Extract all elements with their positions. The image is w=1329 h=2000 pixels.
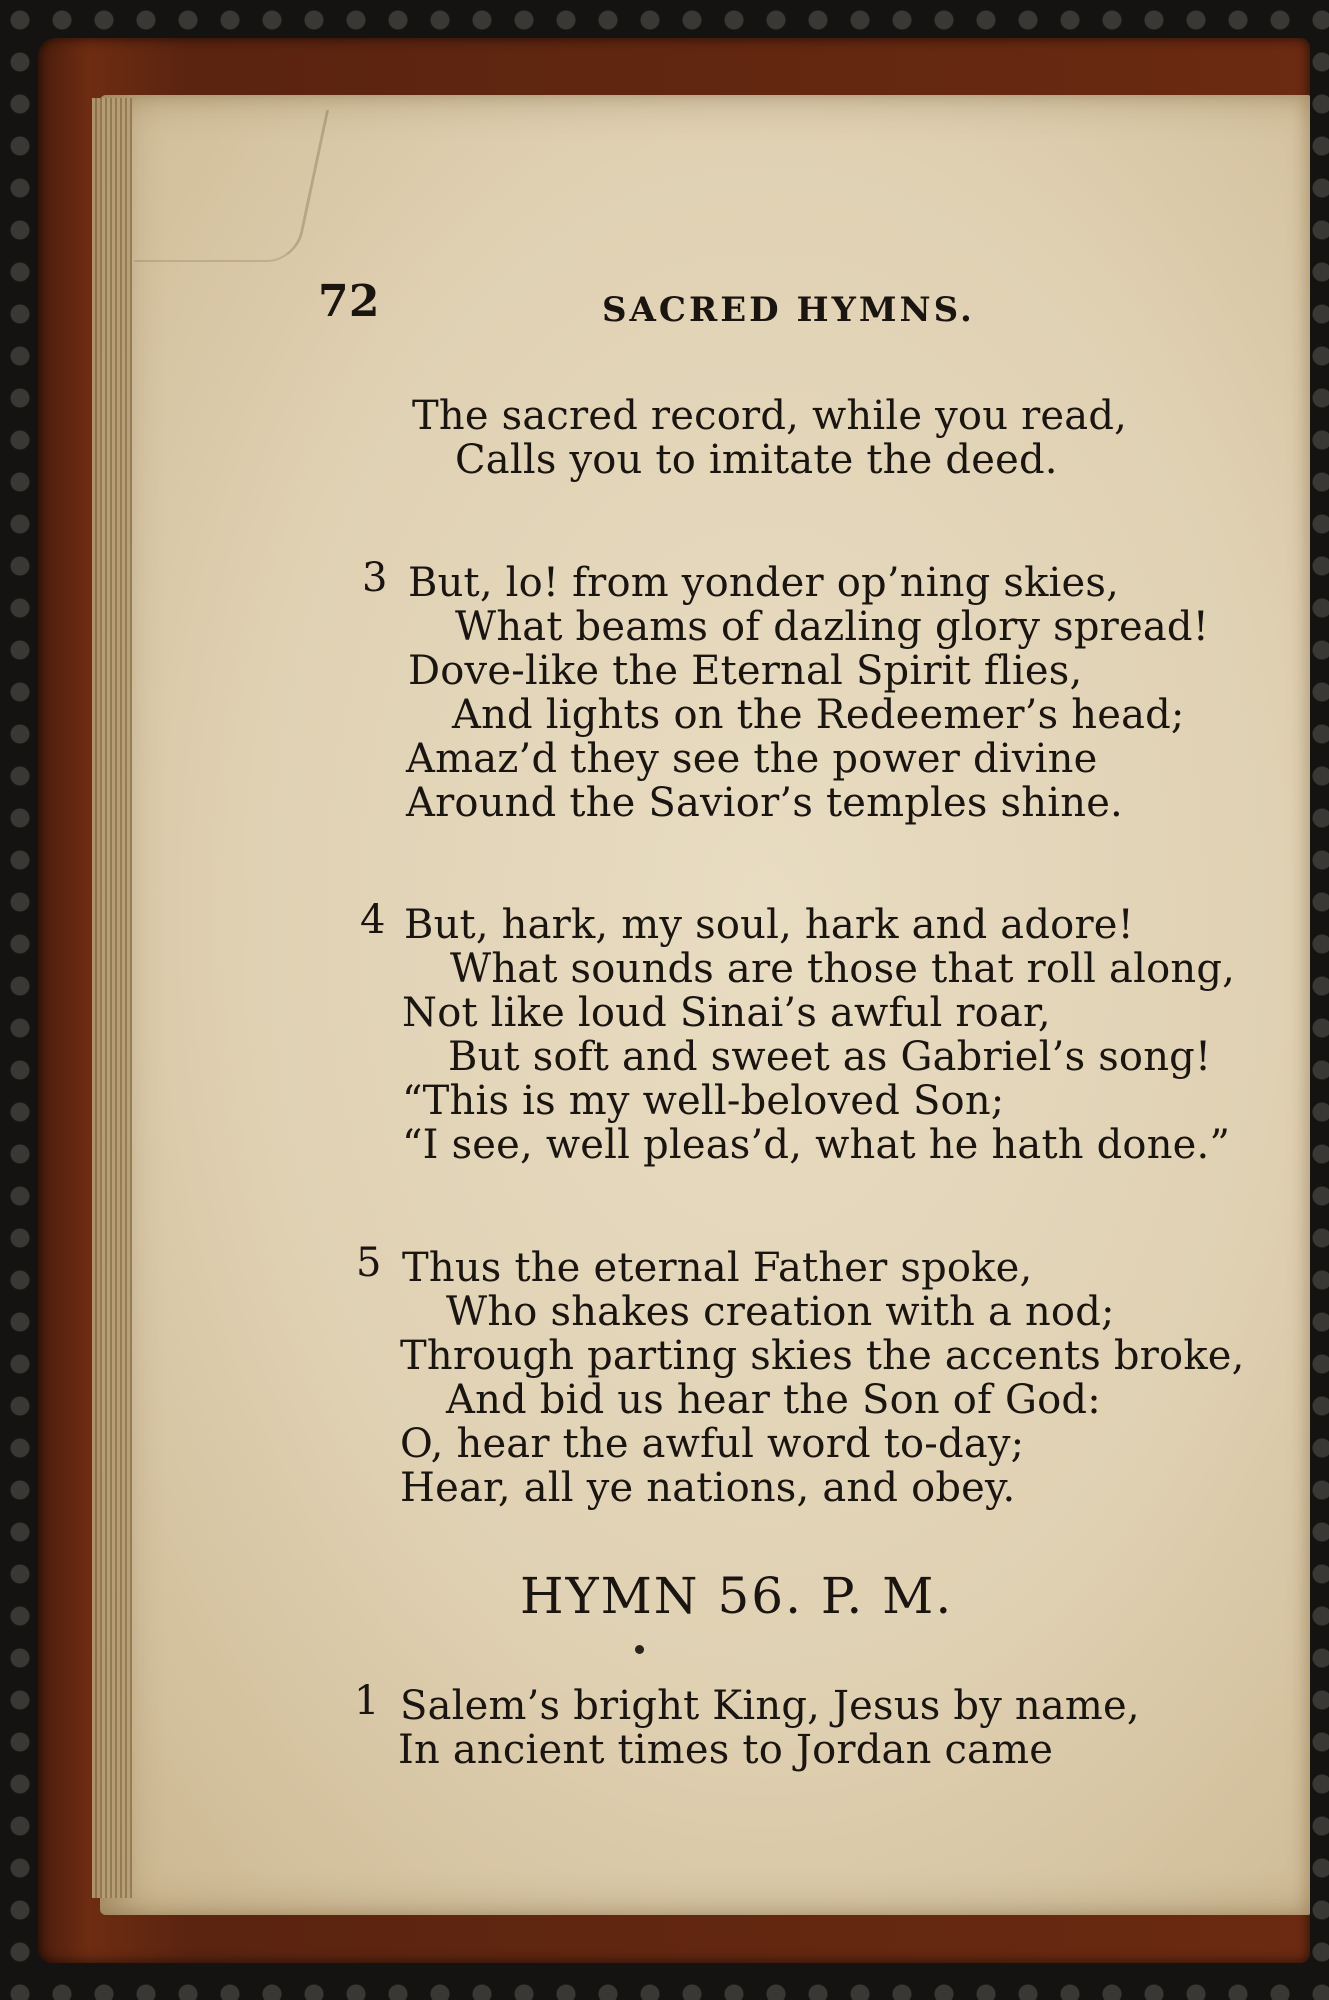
verse-line: Who shakes creation with a nod;: [446, 1289, 1115, 1335]
stanza-number: 3: [362, 555, 388, 601]
verse-line: “I see, well pleas’d, what he hath done.”: [402, 1122, 1231, 1168]
page-number: 72: [318, 276, 380, 327]
verse-line: The sacred record, while you read,: [412, 393, 1128, 439]
folded-corner: [134, 110, 329, 262]
verse-line: Around the Savior’s temples shine.: [406, 780, 1123, 826]
running-head: SACRED HYMNS.: [602, 290, 975, 330]
ornament-dot: [635, 1645, 644, 1654]
verse-line: Amaz’d they see the power divine: [406, 736, 1098, 782]
verse-line: Through parting skies the accents broke,: [400, 1333, 1245, 1379]
verse-line: Hear, all ye nations, and obey.: [400, 1465, 1016, 1511]
verse-line: O, hear the awful word to-day;: [400, 1421, 1025, 1467]
verse-line: What beams of dazling glory spread!: [455, 604, 1209, 650]
verse-line: And bid us hear the Son of God:: [446, 1377, 1101, 1423]
verse-line: Salem’s bright King, Jesus by name,: [400, 1683, 1140, 1729]
stanza-number: 1: [354, 1678, 380, 1724]
verse-line: Not like loud Sinai’s awful roar,: [402, 990, 1051, 1036]
verse-line: But, lo! from yonder op’ning skies,: [408, 560, 1120, 606]
page-edge: [92, 98, 132, 1898]
verse-line: Dove-like the Eternal Spirit flies,: [408, 648, 1083, 694]
verse-line: “This is my well-beloved Son;: [402, 1078, 1005, 1124]
hymn-title: HYMN 56. P. M.: [520, 1567, 954, 1625]
stanza-number: 4: [360, 897, 386, 943]
verse-line: What sounds are those that roll along,: [450, 946, 1236, 992]
verse-line: And lights on the Redeemer’s head;: [452, 692, 1185, 738]
stanza-number: 5: [356, 1240, 382, 1286]
verse-line: In ancient times to Jordan came: [398, 1727, 1054, 1773]
verse-line: But soft and sweet as Gabriel’s song!: [448, 1034, 1212, 1080]
verse-line: Thus the eternal Father spoke,: [402, 1245, 1033, 1291]
verse-line: But, hark, my soul, hark and adore!: [404, 902, 1134, 948]
verse-line: Calls you to imitate the deed.: [455, 437, 1058, 483]
